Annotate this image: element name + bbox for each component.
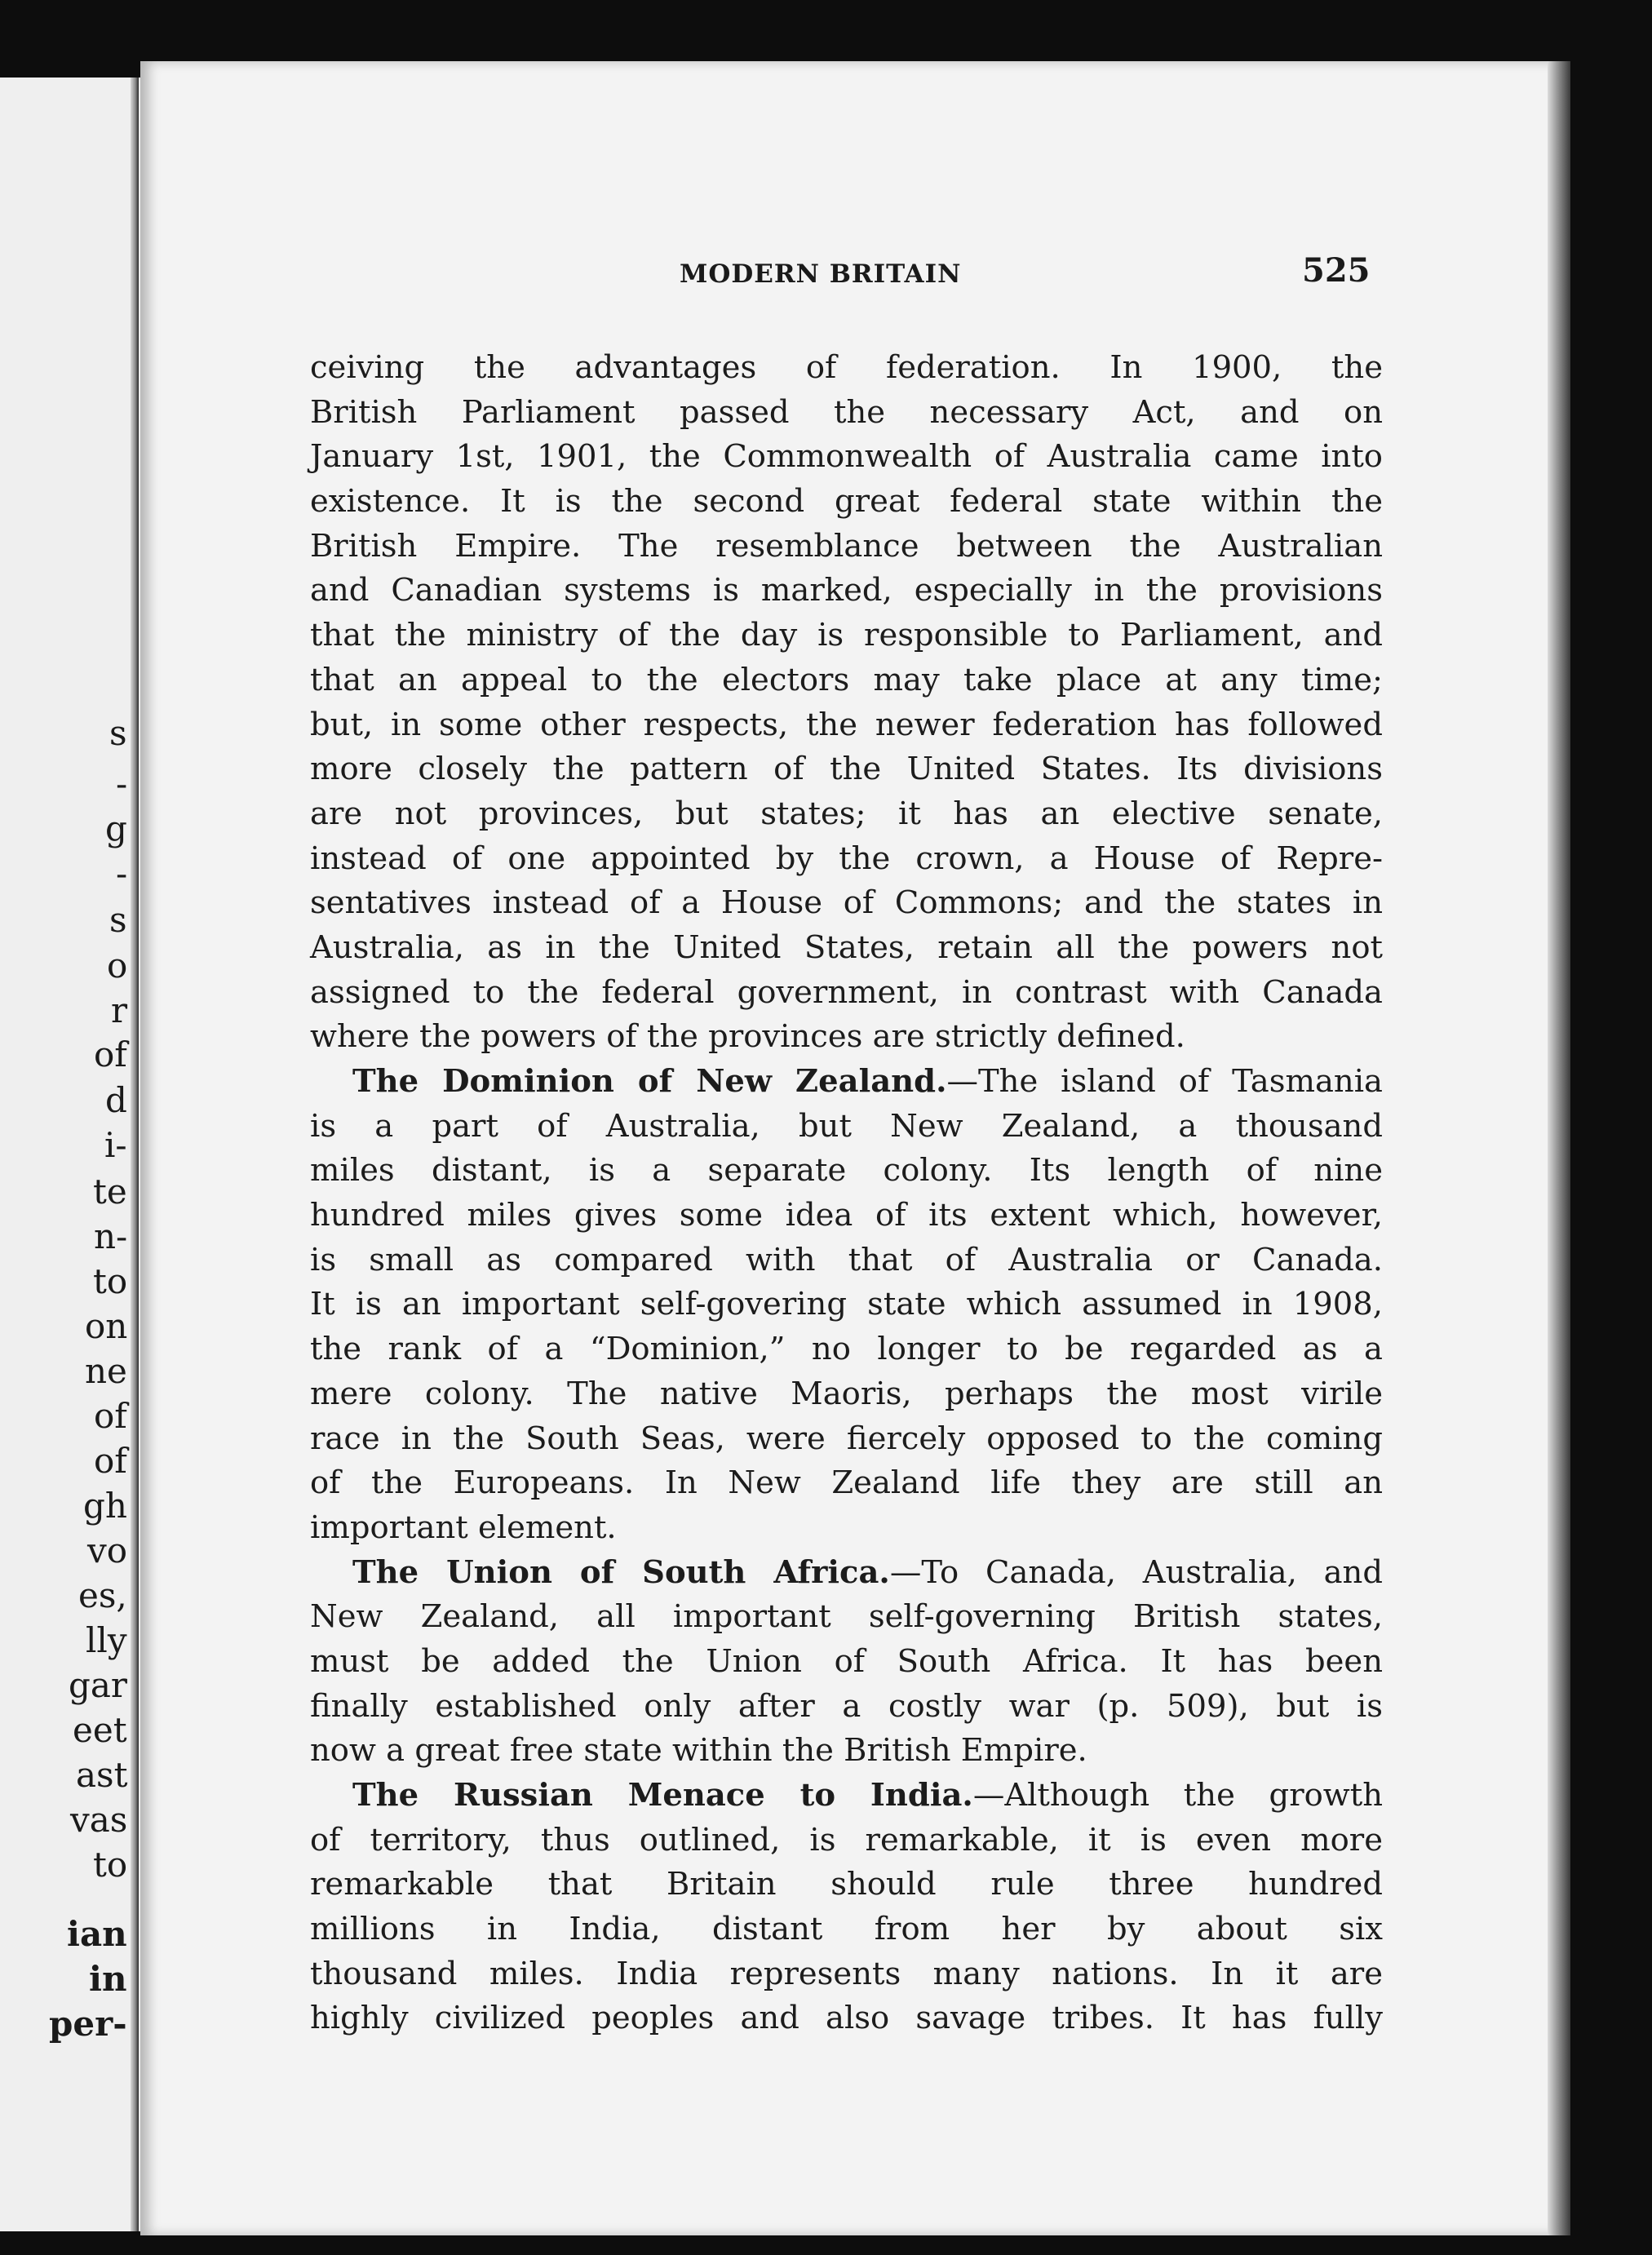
left-page-fragment: s [109, 900, 127, 940]
left-page-fragment: d [105, 1080, 127, 1120]
text-line: It is an important self-govering state which assumed in 1908, [310, 1286, 1383, 1323]
section-heading-russian-menace: The Russian Menace to India. [352, 1777, 973, 1814]
book-gutter [131, 78, 139, 2231]
text-line: sentatives instead of a House of Commons; and the states in [310, 884, 1383, 922]
text-line: more closely the pattern of the United States. Its divisions [310, 751, 1383, 788]
section-heading-new-zealand: The Dominion of New Zealand. [352, 1063, 947, 1100]
text-line: highly civilized peoples and also savage tribes. It has fully [310, 2000, 1383, 2037]
section-heading-line [310, 1060, 1383, 1105]
text-line: finally established only after a costly war (p. 509), but is [310, 1687, 1383, 1725]
left-page-fragment: es, [78, 1575, 127, 1615]
left-page-fragment: g [105, 809, 127, 848]
left-page-fragment: of [94, 1396, 127, 1436]
left-page-fragment: on [85, 1306, 128, 1346]
text-line: millions in India, distant from her by about six [310, 1911, 1383, 1948]
text-line: remarkable that Britain should rule three hundred [310, 1866, 1383, 1903]
text-line: that the ministry of the day is responsible to Parliament, and [310, 617, 1383, 654]
left-page-fragment: of [94, 1034, 127, 1074]
running-head: MODERN BRITAIN [680, 259, 962, 289]
left-page-fragment: n- [94, 1216, 128, 1256]
left-page-fragment: per- [49, 2004, 127, 2044]
left-page-fragment: te [93, 1172, 127, 1212]
text-line: assigned to the federal government, in contrast with Canada [310, 973, 1383, 1011]
left-page-fragment: ast [76, 1755, 128, 1795]
page-edge-shadow [1548, 61, 1570, 2235]
left-page-fragment: lly [86, 1620, 127, 1660]
text-line: are not provinces, but states; it has an elective senate, [310, 795, 1383, 832]
body-text [310, 346, 1383, 2041]
text-line: race in the South Seas, were fiercely opposed to the coming [310, 1420, 1383, 1457]
left-page-fragment: in [89, 1959, 127, 1999]
text-line: thousand miles. India represents many nations. In it are [310, 1955, 1383, 1992]
left-page-fragment: gar [69, 1665, 128, 1705]
left-page-fragment: ian [67, 1914, 127, 1954]
left-page-fragment: o [107, 946, 128, 986]
text-line: British Parliament passed the necessary Act, and on [310, 393, 1383, 431]
left-page-fragment: gh [83, 1486, 127, 1526]
text-line: but, in some other respects, the newer federation has followed [310, 706, 1383, 743]
left-page-fragment: eet [73, 1710, 127, 1750]
text-line: is a part of Australia, but New Zealand, a thousand [310, 1107, 1383, 1145]
section-heading-line [310, 1774, 1383, 1819]
text-line: the rank of a “Dominion,” no longer to be regarded as a [310, 1331, 1383, 1368]
left-page-fragment: r [111, 990, 128, 1030]
left-page-fragment: s [109, 713, 127, 753]
text-line: of territory, thus outlined, is remarkable, it is even more [310, 1821, 1383, 1858]
text-line: must be added the Union of South Africa. It has been [310, 1642, 1383, 1680]
left-page-fragment: i- [104, 1125, 127, 1165]
text-line: hundred miles gives some idea of its extent which, however, [310, 1197, 1383, 1234]
text-line: where the powers of the provinces are strictly defined. [310, 1018, 1185, 1056]
section-heading-line [310, 1551, 1383, 1596]
text-line: mere colony. The native Maoris, perhaps the most virile [310, 1375, 1383, 1412]
left-page-fragment: to [93, 1261, 128, 1301]
text-line: Australia, as in the United States, retain all the powers not [310, 928, 1383, 966]
left-page-fragment: vo [87, 1531, 128, 1571]
text-run: —To Canada, Australia, and [889, 1553, 1384, 1591]
left-page-fragment: vas [70, 1800, 128, 1840]
left-page-fragment: ne [85, 1351, 127, 1391]
text-line: is small as compared with that of Australia or Canada. [310, 1241, 1383, 1278]
left-page-fragment: to [93, 1845, 128, 1885]
text-line: existence. It is the second great federal state within the [310, 483, 1383, 521]
left-page-fragment: of [94, 1441, 127, 1481]
text-line: important element. [310, 1509, 617, 1546]
text-line: January 1st, 1901, the Commonwealth of Australia came into [310, 438, 1383, 476]
text-line: New Zealand, all important self-governing British states, [310, 1598, 1383, 1636]
text-line: instead of one appointed by the crown, a House of Repre- [310, 840, 1383, 877]
left-page-fragment: - [116, 853, 128, 893]
left-page-fragment: - [116, 764, 128, 804]
text-line: that an appeal to the electors may take place at any time; [310, 661, 1383, 698]
text-line: and Canadian systems is marked, especially in the provisions [310, 572, 1383, 609]
text-run: —The island of Tasmania [946, 1063, 1383, 1100]
page-number: 525 [1302, 251, 1371, 290]
text-line: now a great free state within the British Empire. [310, 1732, 1087, 1770]
text-run: —Although the growth [972, 1777, 1383, 1814]
text-line: miles distant, is a separate colony. Its length of nine [310, 1152, 1383, 1190]
section-heading-south-africa: The Union of South Africa. [352, 1553, 890, 1591]
text-line: ceiving the advantages of federation. In 1900, the [310, 349, 1383, 386]
text-line: British Empire. The resemblance between the Australian [310, 527, 1383, 565]
text-line: of the Europeans. In New Zealand life they are still an [310, 1464, 1383, 1502]
